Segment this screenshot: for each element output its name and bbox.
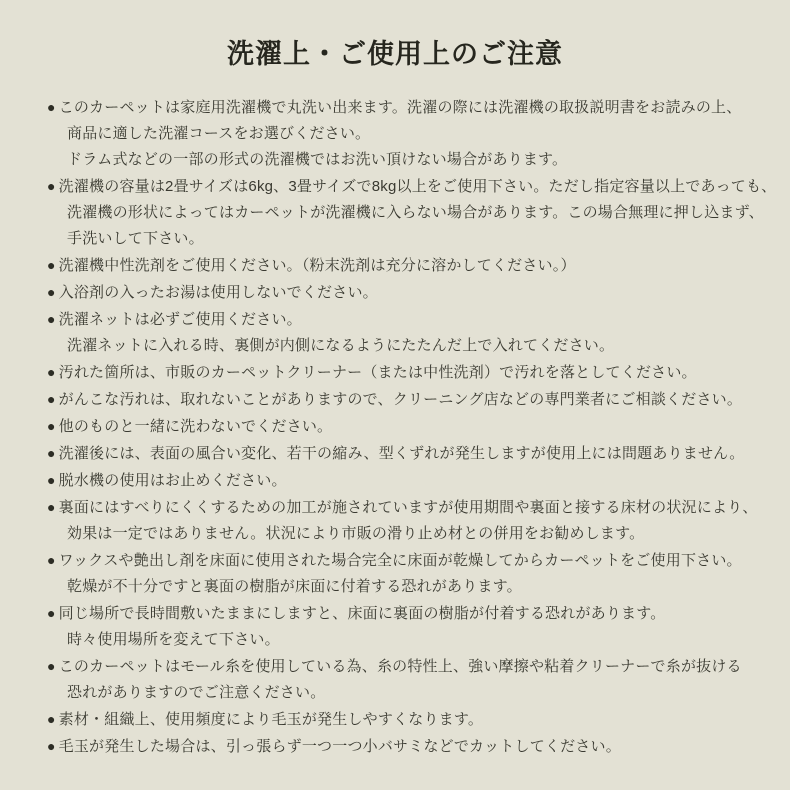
notice-line-continuation xyxy=(47,147,754,173)
notice-text: 洗濯後には、表面の風合い変化、若干の縮み、型くずれが発生しますが使用上には問題ありません。 xyxy=(58,445,745,463)
notice-line-continuation xyxy=(47,226,754,252)
bullet-icon: ● xyxy=(47,257,56,274)
notice-item xyxy=(47,653,754,706)
notice-item xyxy=(47,547,754,600)
notice-text: 恐れがありますのでご注意ください。 xyxy=(67,684,326,702)
notice-text: 入浴剤の入ったお湯は使用しないでください。 xyxy=(58,284,378,302)
notice-line-continuation xyxy=(47,574,754,600)
notice-text: 商品に適した洗濯コースをお選びください。 xyxy=(67,125,371,143)
notice-line-first xyxy=(47,173,777,200)
notice-line-first xyxy=(47,600,754,627)
notice-text: ワックスや艶出し剤を床面に使用された場合完全に床面が乾燥してからカーペットをご使用下さい。 xyxy=(58,552,742,570)
notice-item xyxy=(47,94,754,173)
notice-line-first xyxy=(47,653,754,680)
bullet-icon: ● xyxy=(47,99,56,116)
bullet-icon: ● xyxy=(47,284,56,301)
bullet-icon: ● xyxy=(47,658,56,675)
notice-item xyxy=(47,440,754,467)
notice-line-first xyxy=(47,733,754,760)
notice-item xyxy=(47,252,754,279)
notice-line-first xyxy=(47,467,754,494)
notice-line-first xyxy=(47,279,754,306)
notice-item xyxy=(47,173,777,252)
notice-line-first xyxy=(47,94,754,121)
notice-text: このカーペットは家庭用洗濯機で丸洗い出来ます。洗濯の際には洗濯機の取扱説明書をお読みの上、 xyxy=(58,99,742,117)
notice-list xyxy=(0,94,790,760)
bullet-icon: ● xyxy=(47,178,56,195)
bullet-icon: ● xyxy=(47,605,56,622)
notice-line-first xyxy=(47,252,754,279)
notice-line-continuation xyxy=(47,333,754,359)
notice-text: 洗濯ネットに入れる時、裏側が内側になるようにたたんだ上で入れてください。 xyxy=(67,337,615,355)
notice-item xyxy=(47,279,754,306)
notice-text: 同じ場所で長時間敷いたままにしますと、床面に裏面の樹脂が付着する恐れがあります。 xyxy=(58,605,666,623)
notice-text: 手洗いして下さい。 xyxy=(67,230,204,248)
notice-line-first xyxy=(47,359,754,386)
notice-line-continuation xyxy=(47,680,754,706)
notice-line-first xyxy=(47,706,754,733)
bullet-icon: ● xyxy=(47,311,56,328)
notice-text: 時々使用場所を変えて下さい。 xyxy=(67,631,280,649)
notice-item xyxy=(47,359,754,386)
notice-text: このカーペットはモール糸を使用している為、糸の特性上、強い摩擦や粘着クリーナーで糸が抜ける xyxy=(58,658,742,676)
notice-item xyxy=(47,467,754,494)
notice-line-continuation xyxy=(47,121,754,147)
notice-line-first xyxy=(47,386,754,413)
notice-item xyxy=(47,494,758,547)
notice-item xyxy=(47,306,754,359)
bullet-icon: ● xyxy=(47,711,56,728)
notice-text: ドラム式などの一部の形式の洗濯機ではお洗い頂けない場合があります。 xyxy=(67,151,568,169)
notice-text: 洗濯機中性洗剤をご使用ください。（粉末洗剤は充分に溶かしてください。） xyxy=(58,257,576,275)
bullet-icon: ● xyxy=(47,364,56,381)
notice-text: 裏面にはすべりにくくするための加工が施されていますが使用期間や裏面と接する床材の状況により、 xyxy=(58,499,758,517)
notice-text: 洗濯ネットは必ずご使用ください。 xyxy=(58,311,302,329)
notice-text: 乾燥が不十分ですと裏面の樹脂が床面に付着する恐れがあります。 xyxy=(67,578,522,596)
bullet-icon: ● xyxy=(47,552,56,569)
notice-text: 素材・組織上、使用頻度により毛玉が発生しやすくなります。 xyxy=(58,711,484,729)
notice-line-first xyxy=(47,306,754,333)
notice-item xyxy=(47,386,754,413)
notice-line-continuation xyxy=(47,521,754,547)
notice-text: 他のものと一緒に洗わないでください。 xyxy=(58,418,333,436)
notice-item xyxy=(47,733,754,760)
bullet-icon: ● xyxy=(47,445,56,462)
notice-text: 洗濯機の形状によってはカーペットが洗濯機に入らない場合があります。この場合無理に押し込まず、 xyxy=(67,204,764,222)
page-title: 洗濯上・ご使用上のご注意 xyxy=(227,39,563,69)
notice-text: 効果は一定ではありません。状況により市販の滑り止め材との併用をお勧めします。 xyxy=(67,525,645,543)
notice-item xyxy=(47,600,754,653)
bullet-icon: ● xyxy=(47,499,56,516)
bullet-icon: ● xyxy=(47,738,56,755)
notice-text: 汚れた箇所は、市販のカーペットクリーナー（または中性洗剤）で汚れを落としてください。 xyxy=(58,364,697,382)
notice-line-first xyxy=(47,547,754,574)
notice-item xyxy=(47,706,754,733)
notice-line-first xyxy=(47,494,758,521)
notice-text: 脱水機の使用はお止めください。 xyxy=(58,472,287,490)
notice-line-continuation xyxy=(47,627,754,653)
bullet-icon: ● xyxy=(47,472,56,489)
notice-text: 洗濯機の容量は2畳サイズは6kg、3畳サイズで8kg以上をご使用下さい。ただし指定容量以上であっても、 xyxy=(58,178,777,196)
bullet-icon: ● xyxy=(47,418,56,435)
notice-text: がんこな汚れは、取れないことがありますので、クリーニング店などの専門業者にご相談ください。 xyxy=(58,391,743,409)
notice-line-first xyxy=(47,440,754,467)
bullet-icon: ● xyxy=(47,391,56,408)
notice-line-first xyxy=(47,413,754,440)
notice-text: 毛玉が発生した場合は、引っ張らず一つ一つ小バサミなどでカットしてください。 xyxy=(58,738,621,756)
notice-item xyxy=(47,413,754,440)
notice-line-continuation xyxy=(47,200,764,226)
